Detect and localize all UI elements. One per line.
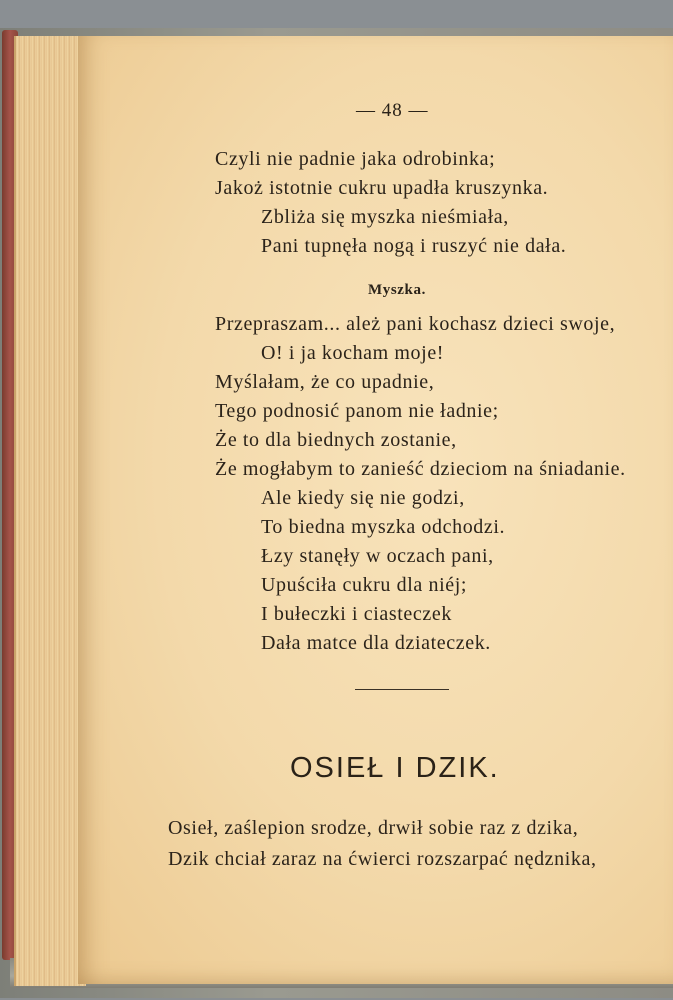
verse-line: Tego podnosić panom nie ładnie; (215, 400, 499, 422)
page-stack-edge (14, 36, 86, 986)
verse-line: Dzik chciał zaraz na ćwierci rozszarpać nędznika, (168, 848, 597, 870)
poem-stanza-1 (215, 145, 566, 261)
verse-line: Ale kiedy się nie godzi, (261, 487, 465, 509)
verse-line: Osieł, zaślepion srodze, drwił sobie raz z dzika, (168, 817, 579, 839)
verse-line: Pani tupnęła nogą i ruszyć nie dała. (261, 235, 567, 257)
verse-line: Że mogłabym to zanieść dzieciom na śniadanie. (215, 458, 626, 480)
poem-title: OSIEŁ I DZIK. (290, 752, 500, 784)
verse-line: Zbliża się myszka nieśmiała, (261, 206, 509, 228)
verse-line: O! i ja kocham moje! (261, 342, 445, 364)
verse-line: Jakoż istotnie cukru upadła kruszynka. (215, 177, 549, 199)
poem-stanza-2 (215, 310, 626, 658)
poem-stanza-3 (168, 813, 597, 875)
verse-line: Że to dla biednych zostanie, (215, 429, 457, 451)
verse-line: Upuściła cukru dla niéj; (261, 574, 468, 596)
verse-line: Czyli nie padnie jaka odrobinka; (215, 148, 496, 170)
verse-line: I bułeczki i ciasteczek (261, 603, 452, 625)
speaker-label: Myszka. (368, 282, 426, 298)
verse-line: Przepraszam... ależ pani kochasz dzieci swoje, (215, 313, 616, 335)
verse-line: Dała matce dla dziateczek. (261, 632, 491, 654)
verse-line: Łzy stanęły w oczach pani, (261, 545, 494, 567)
section-divider (355, 689, 449, 690)
verse-line: Myślałam, że co upadnie, (215, 371, 435, 393)
verse-line: To biedna myszka odchodzi. (261, 516, 506, 538)
page-number: — 48 — (356, 100, 429, 121)
